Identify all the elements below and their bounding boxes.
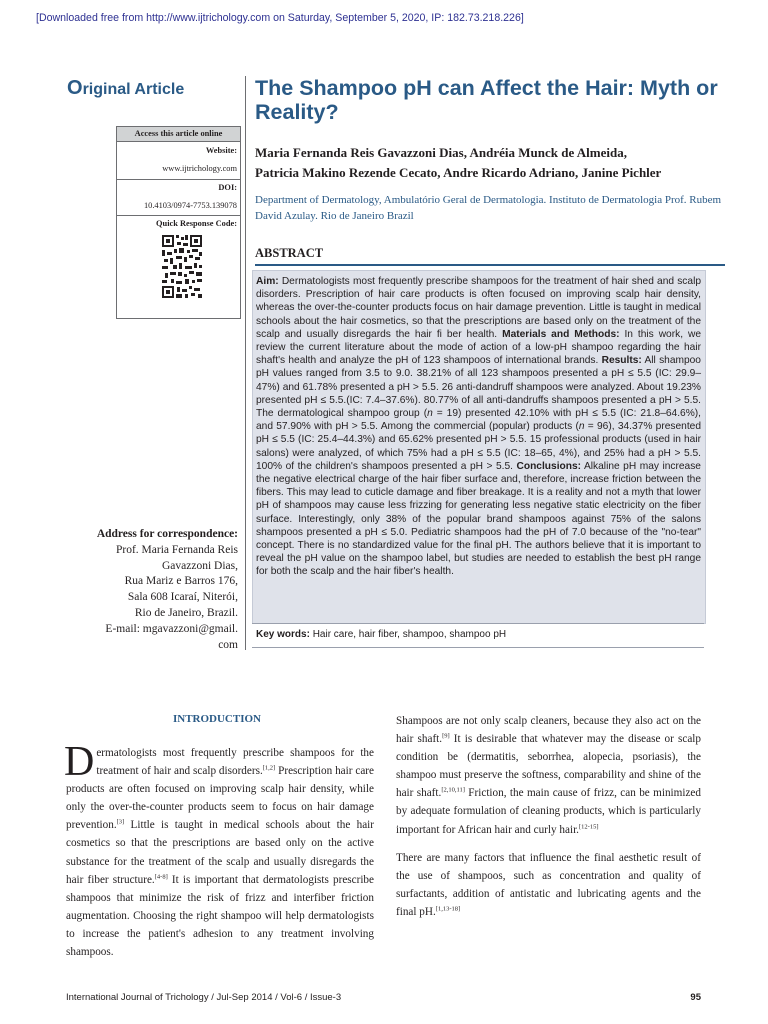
paragraph-gap — [396, 839, 701, 849]
access-box-heading: Access this article online — [117, 127, 240, 142]
intro-p2-c: Friction, the main cause of frizz, can be minimized by adequate formulation of cleaning products, which is particularly important for African hair and curly hair. — [396, 787, 701, 836]
doi-label: DOI: — [117, 179, 240, 194]
qr-label: Quick Response Code: — [117, 215, 240, 230]
abstract-methods: In this work, we review the current literature about the mode of action of a low-pH shampoo regarding the hair shaft's health and analyze the pH of 123 shampoos of international brands. — [256, 328, 701, 367]
keywords-text: Hair care, hair fiber, shampoo, shampoo pH — [312, 629, 507, 640]
author-line-2: Patricia Makino Rezende Cecato, Andre Ricardo Adriano, Janine Pichler — [255, 164, 662, 180]
page-footer — [66, 992, 701, 1003]
intro-paragraph-3 — [396, 849, 701, 921]
citation[interactable]: [2,10,11] — [441, 786, 465, 794]
qr-code-image — [161, 232, 203, 301]
abstract-body — [256, 275, 701, 579]
journal-citation: International Journal of Trichology / Jul-Sep 2014 / Vol-6 / Issue-3 — [66, 992, 342, 1003]
abstract-results-label: Results: — [601, 355, 642, 367]
intro-p1-c: Little is taught in medical schools about the hair cosmetics so that the prescriptions are based only on the active substance for the treatment of the scalp and usually disregards the hair fiber structure. — [66, 819, 374, 886]
keywords — [256, 629, 701, 640]
website-link[interactable]: www.ijtrichology.com — [162, 164, 237, 173]
introduction-heading: INTRODUCTION — [172, 713, 261, 725]
intro-p1-a: ermatologists most frequently prescribe shampoos for the treatment of hair and scalp disorders. — [96, 747, 374, 778]
abstract-aim-label: Aim: — [256, 276, 279, 287]
intro-paragraph-2 — [396, 712, 701, 839]
doi-value[interactable]: 10.4103/0974-7753.139078 — [143, 201, 237, 210]
abstract-results-part-b: = 19) presented 42.10% with pH ≤ 5.5 (IC: 21.8–64.6%), and 57.90% with pH > 5.5. Among the commercial (popular) products ( — [256, 408, 701, 433]
article-type-initial: O — [67, 77, 83, 99]
citation[interactable]: [4-8] — [154, 872, 168, 880]
article-type-rest: riginal Article — [82, 81, 185, 98]
download-note: [Downloaded free from http://www.ijtrichology.com on Saturday, September 5, 2020, IP: 182.73.218.226] — [36, 12, 524, 24]
email-line-end[interactable]: com — [218, 638, 238, 651]
abstract-heading: ABSTRACT — [255, 246, 725, 266]
address-line: Sala 608 Icaraí, Niterói, — [127, 591, 238, 604]
address-line: Rio de Janeiro, Brazil. — [134, 606, 238, 619]
intro-p3-a: There are many factors that influence the final aesthetic result of the use of shampoos, such as concentration and quality of surfactants, addition of antistatic and lubricating agents and the final pH. — [396, 851, 701, 918]
keywords-label: Key words: — [256, 629, 310, 640]
abstract-aim: Dermatologists most frequently prescribe shampoos for the treatment of hair shed and scalp disorders. Prescription of hair care products is often focused on improving scalp hair density, whereas the over-the-counter products focus on hair damage prevention. Little is taught in medical schools about the hair cosmetics, so that the prescriptions are based only on the treatment of the scalp and usually disregards the hair fi ber health. — [256, 276, 701, 340]
abstract-results-part-c: = 96), 34.37% presented pH ≤ 5.5 (IC: 25.4–44.3%) and 65.62% presented pH > 5.5. 15 professional products (used in hair salons) were analyzed, of which 75% had a pH ≤ 5.5 (IC: 18–65, 4%), and 25% had a pH > 5.5. 100% of the children's shampoos presented a pH > 5.5. — [256, 421, 701, 472]
abstract-conclusions: Alkaline pH may increase the negative electrical charge of the hair fiber surface and, therefore, increase friction between the fibers. This may lead to cuticle damage and fiber breakage. It is a reality and not a myth that lower pH of shampoos may cause less frizzing for generating less negative static electricity on the fiber surface. Interestingly, only 38% of the popular brand shampoos against 75% of the salons shampoos presented a pH ≤ 5.0. Pediatric shampoos had the pH of 7.0 because of the "no-tear" concept. There is no standardized value for the final pH. The authors believe that it is important to reveal the pH value on the shampoo label, but studies are needed to establish the best pH range for both the scalp and the hair fiber's health. — [256, 460, 701, 578]
citation[interactable]: [1,2] — [262, 764, 276, 772]
author-list — [255, 143, 725, 182]
abstract-n-symbol: n — [427, 408, 433, 420]
page-number: 95 — [690, 992, 701, 1003]
citation[interactable]: [1,13-18] — [435, 905, 461, 913]
affiliation: Department of Dermatology, Ambulatório Geral de Dermatologia. Instituto de Dermatologia Prof. Rubem David Azulay. Rio de Janeiro Brazil — [255, 194, 722, 222]
intro-p1-b: Prescription hair care products are often focused on improving scalp hair density, while only the over-the-counter products seem to focus on hair damage prevention. — [66, 765, 374, 832]
correspondence-heading: Address for correspondence: — [96, 528, 238, 540]
correspondence-address — [60, 527, 238, 653]
introduction-right-column — [396, 712, 701, 921]
abstract-results-part-a: All shampoo pH values ranged from 3.5 to 9.0. 38.21% of all 123 shampoos presented a pH ≤ 5.5 (IC: 29.9–47%) and 61.78% presented a pH > 5.5. 26 anti-dandruff shampoos were analyzed. About 19.23% presented pH ≤ 5.5.(IC: 7.4–37.6%). 80.77% of all anti-dandruffs shampoos presented a pH > 5.5. The dermatological shampoo group ( — [256, 355, 701, 420]
address-line: Gavazzoni Dias, — [162, 559, 238, 572]
citation[interactable]: [9] — [442, 732, 450, 740]
article-title: The Shampoo pH can Affect the Hair: Myth or Reality? — [255, 76, 718, 124]
intro-p2-a: Shampoos are not only scalp cleaners, because they also act on the hair shaft. — [396, 715, 701, 746]
abstract-conclusions-label: Conclusions: — [516, 460, 582, 472]
author-line-1: Maria Fernanda Reis Gavazzoni Dias, Andréia Munck de Almeida, — [255, 145, 627, 160]
abstract-methods-label: Materials and Methods: — [502, 328, 620, 340]
intro-p1-d: It is important that dermatologists prescribe shampoos that minimize the risk of frizz and interfiber friction augmentation. Choosing the right shampoo will help dermatologists to increase the patient's adhesion to any treatment involving shampoos. — [66, 873, 374, 959]
keywords-rule-bottom — [252, 647, 704, 648]
citation[interactable]: [3] — [116, 818, 125, 826]
drop-cap: D — [64, 739, 95, 785]
abstract-n-symbol: n — [578, 421, 585, 433]
access-article-box — [116, 126, 241, 319]
introduction-left-column — [64, 739, 374, 961]
citation[interactable]: [12-15] — [578, 822, 599, 830]
email-line[interactable]: E-mail: mgavazzoni@gmail. — [105, 622, 238, 635]
address-line: Rua Mariz e Barros 176, — [124, 575, 238, 588]
intro-p2-b: It is desirable that whatever may the disease or scalp condition be (dermatitis, seborrhea, alopecia, psoriasis), the shampoo must preserve the softness, comparability and shine of the hair shaft. — [396, 733, 701, 800]
article-type-label — [67, 77, 184, 100]
address-line: Prof. Maria Fernanda Reis — [116, 543, 238, 556]
website-label: Website: — [205, 146, 237, 155]
column-divider — [245, 76, 246, 650]
keywords-rule-top — [252, 623, 704, 624]
